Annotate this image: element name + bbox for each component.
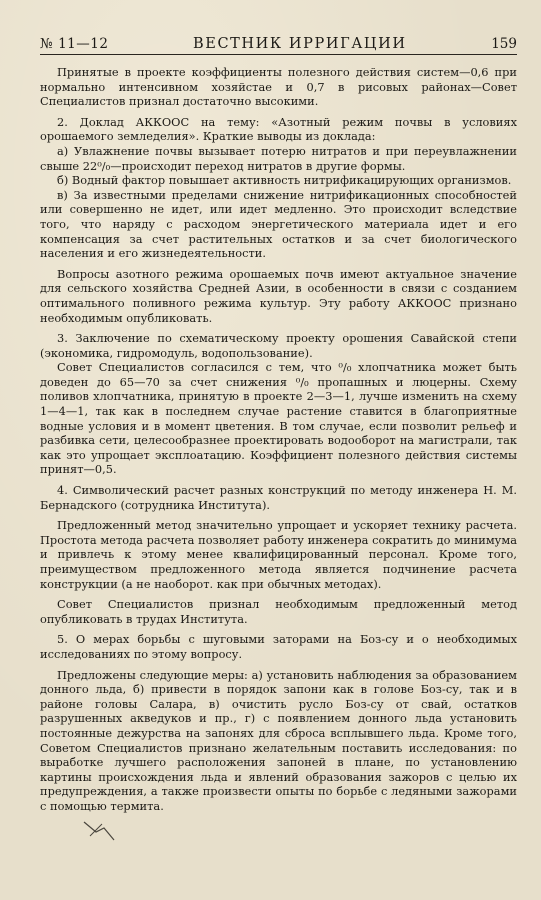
page-number: 159	[491, 36, 517, 52]
paragraph-item-4-title: 4. Символический расчет разных конструкций по методу инженера Н. М. Бернадского (сотрудника Института).	[40, 483, 517, 512]
journal-title: ВЕСТНИК ИРРИГАЦИИ	[193, 36, 407, 52]
paragraph-item-3-title: 3. Заключение по схематическому проекту орошения Савайской степи (экономика, гидромодуль, водопользование).	[40, 331, 517, 360]
paragraph-publish-decision: Совет Специалистов признал необходимым предложенный метод опубликовать в трудах Института.	[40, 597, 517, 626]
paragraph-conclusion-b: б) Водный фактор повышает активность нитрификацирующих организмов.	[57, 173, 512, 188]
paragraph-item-5-title: 5. О мерах борьбы с шуговыми заторами на Боз-су и о необходимых исследованиях по этому вопросу.	[40, 632, 517, 661]
paragraph-report-2-title: 2. Доклад АККООС на тему: «Азотный режим почвы в условиях орошаемого земледелия». Краткие выводы из доклада:	[40, 114, 517, 144]
paragraph-conclusion-c: в) За известными пределами снижение нитрификационных способностей или совершенно не идет, или идет медленно. Это происходит вследствие того, что наряду с расходом энергетического материала идет и его компенсация за счет растительных остатков и за счет биологического населения и его жизнедеятельности.	[40, 187, 517, 261]
paragraph-cotton-scheme: Совет Специалистов согласился с тем, что ⁰/₀ хлопчатника может быть доведен до 65—70 за счет снижения ⁰/₀ пропашных и люцерны. Схему поливов хлопчатника, принятую в проекте 2—3—1, лучше изменить на схему 1—4—1, так как в последнем случае растение ставится в благоприятные водные условия и в момент цветения. В том случае, если позволит рельеф и разбивка сети, целесообразнее проектировать водооборот на магистрали, так как это упрощает эксплоатацию. Коэффициент полезного действия системы принят—0,5.	[40, 360, 517, 477]
paragraph-proposed-measures: Предложены следующие меры: а) установить наблюдения за образованием донного льда, б) привести в порядок запони как в голове Боз-су, так и в районе головы Салара, в) очистить русло Боз-су от свай, остатков разрушенных акведуков и пр., г) с появлением донного льда установить постоянные дежурства на запонях для сброса всплывшего льда. Кроме того, Советом Специалистов признано желательным поставить исследования: по выработке лучшего расположения запоней в плане, по установлению картины происхождения льда и явлений образования зажоров с целью их предупреждения, а также произвести опыты по борьбе с ледяными зажорами с помощью термита.	[40, 667, 517, 813]
paragraph-conclusion-a: а) Увлажнение почвы вызывает потерю нитратов и при переувлажнении свыше 22⁰/₀—происходит переход нитратов в другие формы.	[40, 143, 517, 173]
issue-number: № 11—12	[40, 36, 109, 52]
paragraph-efficiency: Принятые в проекте коэффициенты полезного действия систем—0,6 при нормально интенсивном хозяйстае и 0,7 в рисовых районах—Совет Специалистов признал достаточно высокими.	[40, 65, 517, 109]
running-header	[40, 36, 517, 55]
pencil-mark-icon	[82, 818, 116, 844]
paragraph-method-description: Предложенный метод значительно упрощает и ускоряет технику расчета. Простота метода расчета позволяет работу инженера сократить до минимума и привлечь к этому менее квалифицированный персонал. Кроме того, преимуществом предложенного метода является подчинение расчета конструкции (а не наоборот. как при обычных методах).	[40, 518, 517, 591]
article-body	[40, 65, 517, 814]
paragraph-nitrogen-regime: Вопросы азотного режима орошаемых почв имеют актуальное значение для сельского хозяйства Средней Азии, в особенности в связи с созданием оптимального поливного режима культур. Эту работу АККООС признано необходимым опубликовать.	[40, 266, 517, 325]
